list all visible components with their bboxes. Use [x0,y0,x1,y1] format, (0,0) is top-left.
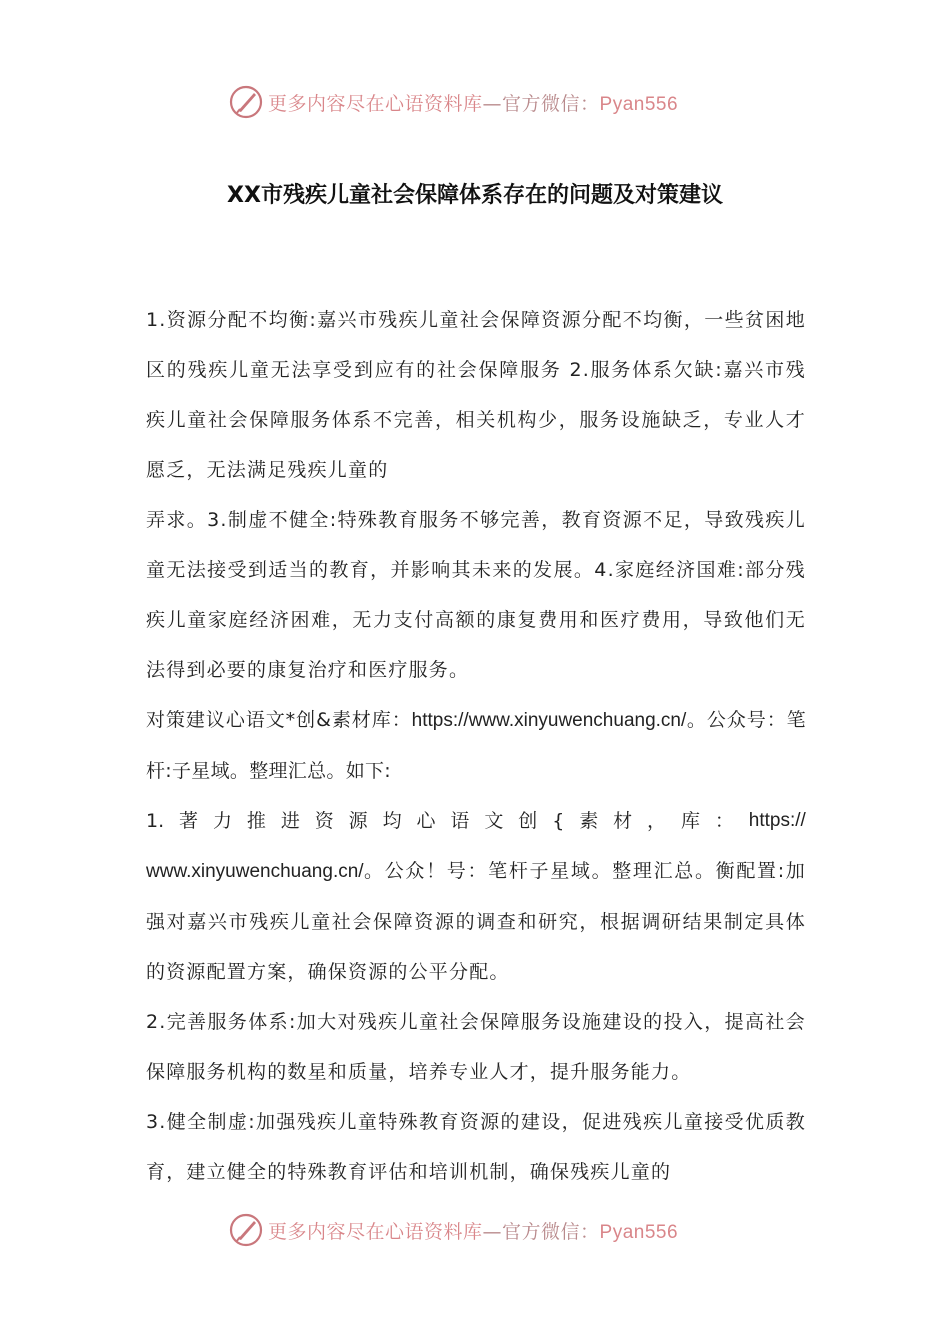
char: ， [647,810,667,832]
char: 素 [579,810,599,832]
char: 1. [146,810,165,832]
char: 心 [416,810,436,832]
source-url-link[interactable]: https://www.xinyuwenchuang.cn/ [411,710,687,731]
document-body [146,295,806,1197]
char: 库 [680,810,700,832]
char: 力 [212,810,232,832]
page-title: XX市残疾儿童社会保障体系存在的问题及对策建议 [227,183,723,208]
paragraph-problems-1: 1.资源分配不均衡:嘉兴市残疾儿童社会保障资源分配不均衡，一些贫困地区的残疾儿童无法享受到应有的社会保障服务 2.服务体系欠缺:嘉兴市残疾儿童社会保障服务体系不完善，相关机构少，服务设施缺乏，专业人才愿乏，无法满足残疾儿童的 [146,309,806,481]
header-watermark-main: 更多内容尽在心语资料库 [268,92,483,115]
char: { [552,810,565,832]
footer-watermark [228,1210,748,1250]
char: 推 [246,810,266,832]
paragraph-suggestion-1-first-line [146,796,806,846]
paragraph-problems-2: 弄求。3.制虚不健全:特殊教育服务不够完善，教育资源不足，导致残疾儿童无法接受到适当的教育，并影响其未来的发展。4.家庭经济国难:部分残疾儿童家庭经济困难，无力支付高额的康复费用和医疗费用，导致他们无法得到必要的康复治疗和医疗服务。 [146,509,806,681]
char: 创 [518,810,538,832]
quill-logo-icon [228,1212,264,1248]
header-watermark-text [268,89,678,116]
paragraph-suggestion-2: 2.完善服务体系:加大对残疾儿童社会保障服务设施建设的投入，提高社会保障服务机构的数星和质量，培养专业人才，提升服务能力。 [146,1011,806,1083]
char: 均 [382,810,402,832]
suggestion-1-text: 。公众！号：笔杆子星域。整理汇总。衡配置:加强对嘉兴市残疾儿童社会保障资源的调查和研究，根据调研结果制定具体的资源配置方案，确保资源的公平分配。 [146,860,806,983]
char: ： [714,810,734,832]
char: 文 [484,810,504,832]
footer-watermark-main: 更多内容尽在心语资料库 [268,1220,483,1243]
paragraph-suggestion-1-rest [146,846,806,997]
char: 著 [179,810,199,832]
header-wechat-id: Pyan556 [599,93,679,115]
suggestions-intro-tail: 。公众号：笔杆:子星域。整理汇总。如下: [146,709,806,782]
header-watermark [228,82,748,122]
paragraph-suggestion-3: 3.健全制虚:加强残疾儿童特殊教育资源的建设，促进残疾儿童接受优质教育，建立健全的特殊教育评估和培训机制，确保残疾儿童的 [146,1111,806,1183]
suggestions-intro-text: 对策建议心语文*创&素材库： [146,709,412,731]
char: 语 [450,810,470,832]
char: 进 [280,810,300,832]
header-watermark-official: —官方微信： [482,92,600,115]
char: 材 [613,810,633,832]
url-fragment[interactable]: https:// [748,810,806,831]
char: 资 [314,810,334,832]
source-url-continued[interactable]: www.xinyuwenchuang.cn/ [146,861,364,882]
footer-wechat-id: Pyan556 [599,1221,679,1243]
footer-watermark-text [268,1217,678,1244]
char: 源 [348,810,368,832]
quill-logo-icon [228,84,264,120]
footer-watermark-official: —官方微信： [482,1220,600,1243]
paragraph-suggestions-intro [146,695,806,796]
